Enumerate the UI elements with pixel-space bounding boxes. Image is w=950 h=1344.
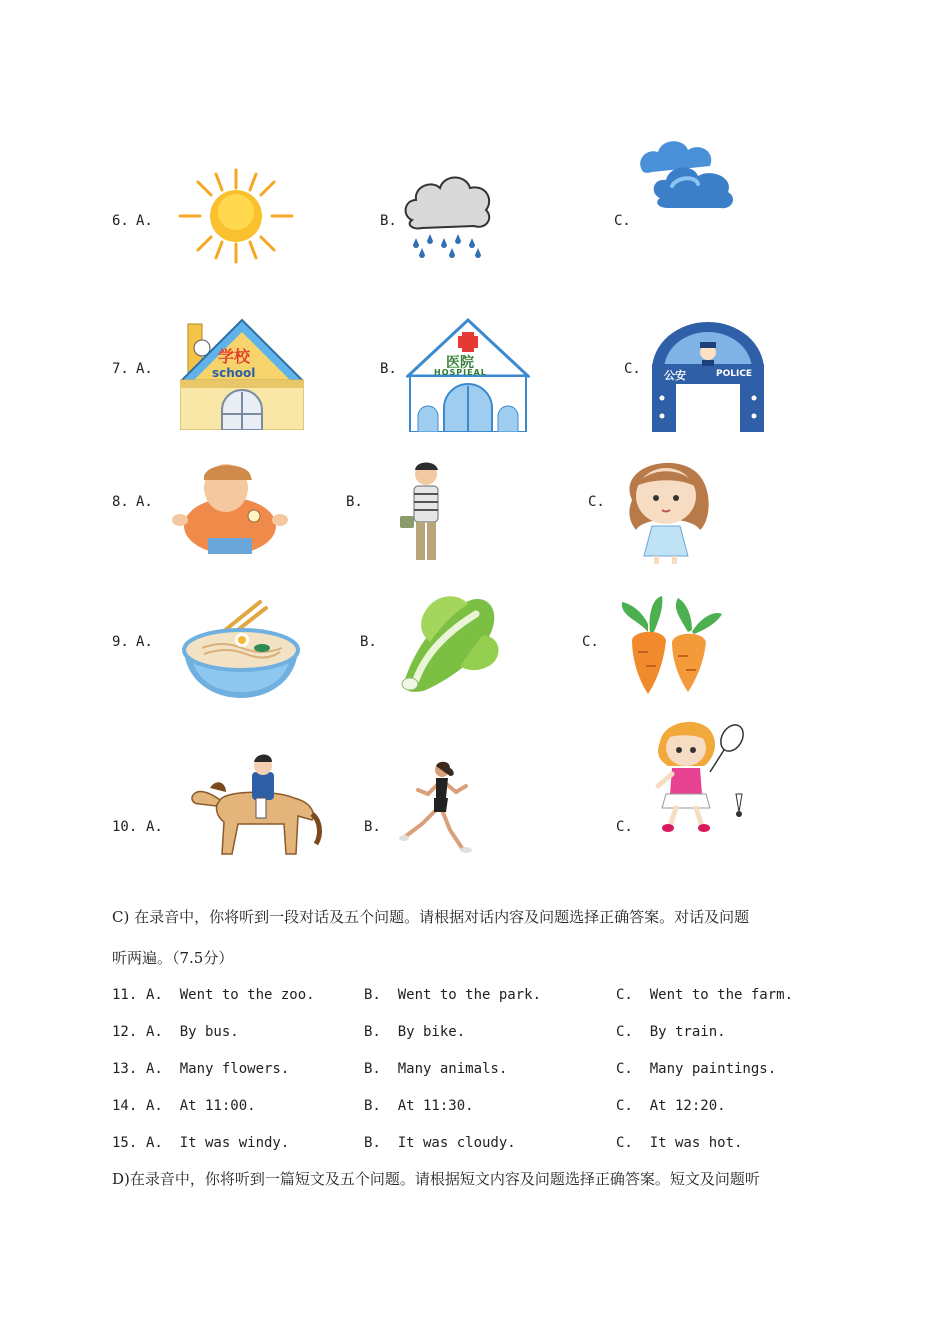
hospital-sign-cn: 医院 bbox=[446, 355, 474, 371]
option-letter: C. bbox=[588, 494, 605, 510]
question-number: 8. bbox=[112, 494, 129, 510]
option-letter: B. bbox=[364, 819, 381, 835]
hospital-sign-en: HOSPIEAL bbox=[434, 368, 487, 377]
option-b[interactable]: B. Went to the park. bbox=[364, 987, 542, 1003]
section-d-instruction-line1: D)在录音中，你将听到一篇短文及五个问题。请根据短文内容及问题选择正确答案。短文及问题听 bbox=[112, 1170, 760, 1188]
police-station-icon[interactable] bbox=[650, 320, 766, 432]
option-a[interactable]: A. Went to the zoo. bbox=[146, 987, 315, 1003]
option-letter: B. bbox=[380, 213, 397, 229]
question-number: 6. bbox=[112, 213, 129, 229]
option-a[interactable]: A. Many flowers. bbox=[146, 1061, 290, 1077]
police-sign-en: POLICE bbox=[716, 369, 753, 379]
option-a[interactable]: A. At 11:00. bbox=[146, 1098, 256, 1114]
question-number: 13. bbox=[112, 1061, 138, 1077]
option-c[interactable]: C. By train. bbox=[616, 1024, 726, 1040]
section-c-instruction-line2: 听两遍。（7.5分） bbox=[112, 949, 234, 967]
hospital-building-icon[interactable] bbox=[406, 318, 530, 432]
option-letter: B. bbox=[380, 361, 397, 377]
question-number: 9. bbox=[112, 634, 129, 650]
question-number: 10. bbox=[112, 819, 138, 835]
cabbage-icon[interactable] bbox=[396, 590, 506, 696]
police-sign-cn: 公安 bbox=[664, 369, 686, 382]
section-c-instruction-line1: C) 在录音中，你将听到一段对话及五个问题。请根据对话内容及问题选择正确答案。对话及问题 bbox=[112, 908, 750, 926]
school-building-icon[interactable] bbox=[180, 318, 304, 430]
option-a[interactable]: A. It was windy. bbox=[146, 1135, 290, 1151]
fat-man-icon[interactable] bbox=[172, 460, 290, 554]
option-c[interactable]: C. At 12:20. bbox=[616, 1098, 726, 1114]
option-letter: C. bbox=[616, 819, 633, 835]
option-b[interactable]: B. By bike. bbox=[364, 1024, 466, 1040]
option-letter: B. bbox=[360, 634, 377, 650]
question-number: 14. bbox=[112, 1098, 138, 1114]
horse-riding-icon[interactable] bbox=[186, 754, 324, 862]
clouds-icon[interactable] bbox=[636, 128, 744, 214]
thin-man-icon[interactable] bbox=[396, 460, 452, 564]
noodle-bowl-icon[interactable] bbox=[182, 598, 300, 702]
school-sign-en: school bbox=[212, 366, 256, 380]
option-b[interactable]: B. It was cloudy. bbox=[364, 1135, 516, 1151]
option-letter: A. bbox=[136, 361, 153, 377]
option-letter: A. bbox=[136, 634, 153, 650]
question-number: 15. bbox=[112, 1135, 138, 1151]
running-woman-icon[interactable] bbox=[400, 760, 476, 856]
question-number: 11. bbox=[112, 987, 138, 1003]
option-letter: C. bbox=[624, 361, 641, 377]
carrots-icon[interactable] bbox=[618, 592, 726, 696]
option-letter: A. bbox=[146, 819, 163, 835]
question-number: 7. bbox=[112, 361, 129, 377]
school-sign-cn: 学校 bbox=[218, 347, 251, 366]
rain-cloud-icon[interactable] bbox=[402, 168, 494, 260]
option-c[interactable]: C. Many paintings. bbox=[616, 1061, 777, 1077]
option-letter: A. bbox=[136, 213, 153, 229]
option-letter: B. bbox=[346, 494, 363, 510]
sun-icon[interactable] bbox=[176, 168, 296, 264]
option-b[interactable]: B. Many animals. bbox=[364, 1061, 508, 1077]
option-c[interactable]: C. Went to the farm. bbox=[616, 987, 794, 1003]
option-a[interactable]: A. By bus. bbox=[146, 1024, 239, 1040]
option-c[interactable]: C. It was hot. bbox=[616, 1135, 743, 1151]
badminton-girl-icon[interactable] bbox=[650, 714, 748, 836]
option-letter: C. bbox=[582, 634, 599, 650]
question-number: 12. bbox=[112, 1024, 138, 1040]
option-letter: C. bbox=[614, 213, 631, 229]
girl-icon[interactable] bbox=[614, 460, 724, 564]
option-b[interactable]: B. At 11:30. bbox=[364, 1098, 474, 1114]
option-letter: A. bbox=[136, 494, 153, 510]
